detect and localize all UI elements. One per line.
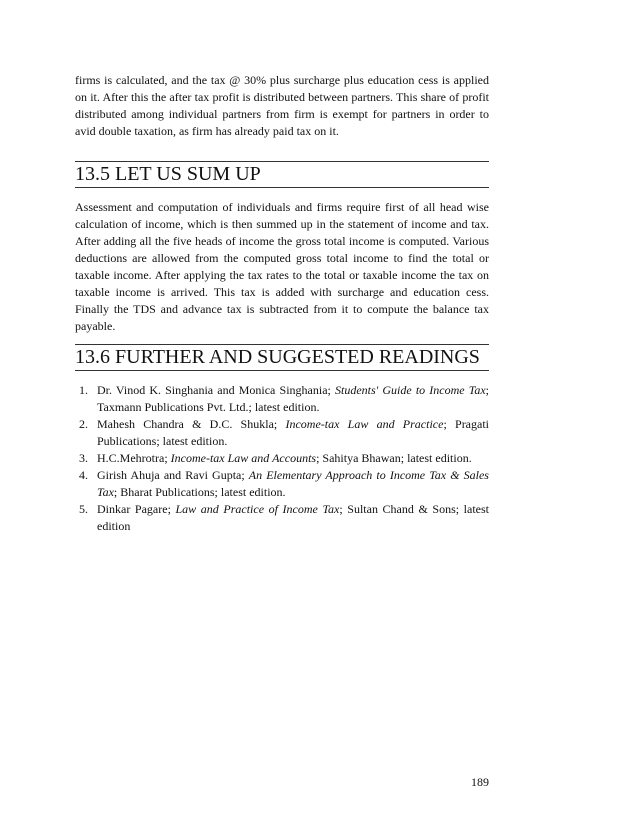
reading-authors: H.C.Mehrotra; — [97, 451, 171, 465]
reading-item — [75, 416, 489, 450]
section-heading-sum-up: 13.5 LET US SUM UP — [75, 161, 489, 188]
section-heading-readings: 13.6 FURTHER AND SUGGESTED READINGS — [75, 344, 489, 371]
reading-item — [75, 382, 489, 416]
reading-authors: Dr. Vinod K. Singhania and Monica Singhania; — [97, 383, 335, 397]
reading-title: Law and Practice of Income Tax — [175, 502, 340, 516]
sum-up-paragraph: Assessment and computation of individuals and firms require first of all head wise calculation of income, which is then summed up in the statement of income and tax. After adding all the five heads of income the gross total income is computed. Various deductions are allowed from the computed gross total income to find the total or taxable income. After applying the tax rates to the total or taxable income the tax on taxable income is arrived. This tax is added with surcharge and education cess. Finally the TDS and advance tax is subtracted from it to compute the balance tax payable. — [75, 200, 489, 333]
reading-publisher: ; Sahitya Bhawan; latest edition. — [316, 451, 472, 465]
reading-number: 2. — [79, 417, 88, 431]
reading-publisher: ; Bharat Publications; latest edition. — [113, 485, 286, 499]
reading-list — [75, 382, 489, 535]
reading-authors: Mahesh Chandra & D.C. Shukla; — [97, 417, 286, 431]
reading-publisher: ; Sultan Chand & Sons; latest edition — [97, 502, 490, 533]
reading-number: 4. — [79, 468, 88, 482]
reading-title: Income-tax Law and Accounts — [170, 451, 317, 465]
reading-authors: Dinkar Pagare; — [97, 502, 176, 516]
reading-item — [75, 501, 489, 535]
reading-publisher: ; Taxmann Publications Pvt. Ltd.; latest edition. — [97, 383, 489, 414]
page-number: 189 — [471, 775, 489, 789]
reading-item — [75, 450, 489, 467]
reading-number: 1. — [79, 383, 88, 397]
reading-number: 5. — [79, 502, 88, 516]
reading-item — [75, 467, 489, 501]
reading-title: Students' Guide to Income Tax — [335, 383, 486, 397]
reading-publisher: ; Pragati Publications; latest edition. — [97, 417, 490, 448]
reading-title: Income-tax Law and Practice — [285, 417, 444, 431]
reading-title: An Elementary Approach to Income Tax & Sales Tax — [97, 468, 489, 499]
reading-authors: Girish Ahuja and Ravi Gupta; — [97, 468, 249, 482]
intro-paragraph: firms is calculated, and the tax @ 30% plus surcharge plus education cess is applied on it. After this the after tax profit is distributed between partners. This share of profit distributed among individual partners from firm is exempt for partners in order to avid double taxation, as firm has already paid tax on it. — [75, 73, 489, 138]
reading-number: 3. — [79, 451, 88, 465]
